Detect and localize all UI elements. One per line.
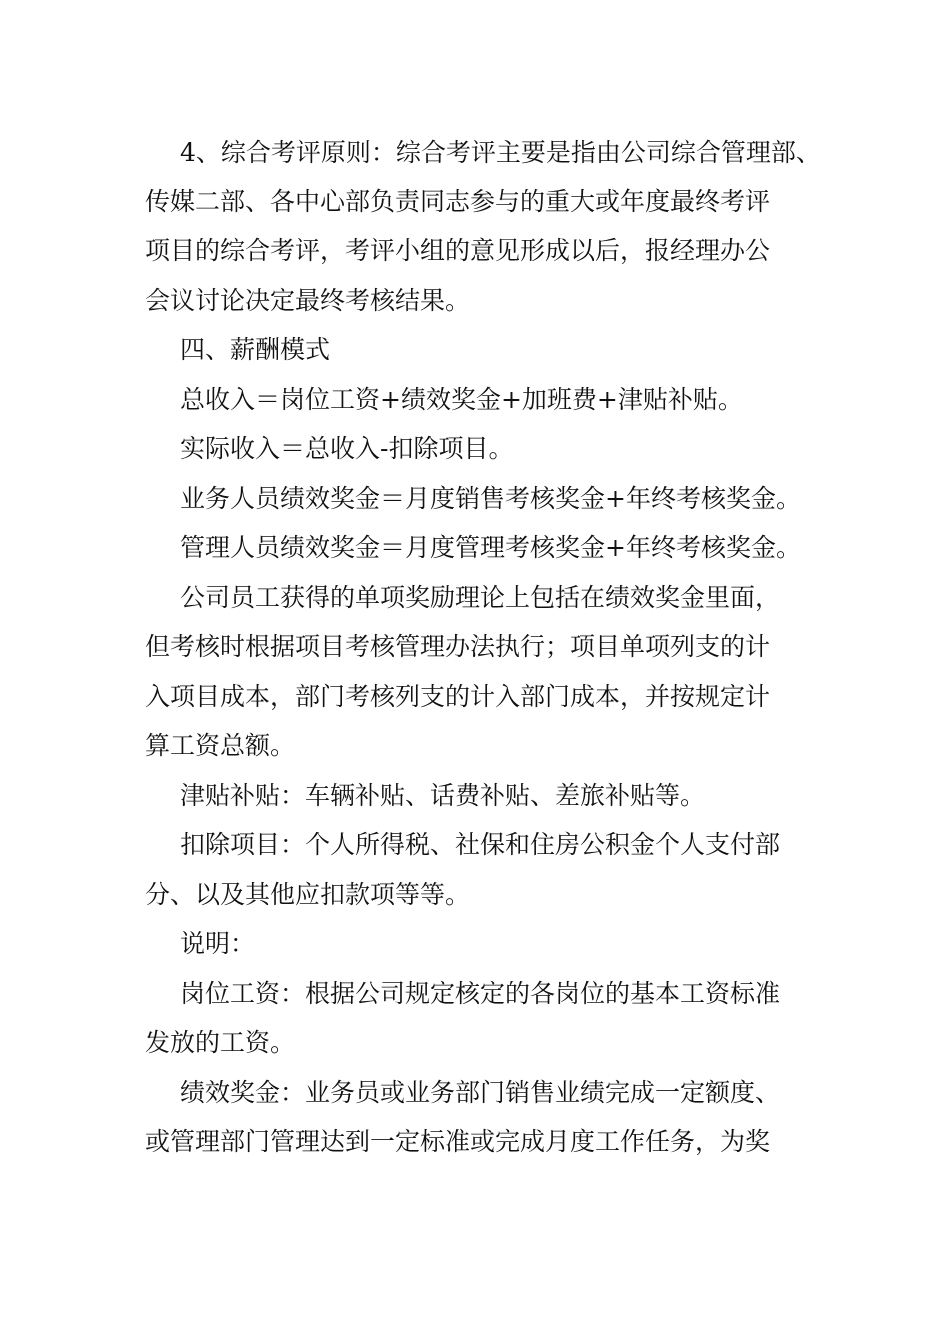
paragraph-line: 或管理部门管理达到一定标准或完成月度工作任务，为奖 [145,1127,771,1156]
paragraph-line: 津贴补贴：车辆补贴、话费补贴、差旅补贴等。 [180,781,706,810]
paragraph-line: 但考核时根据项目考核管理办法执行；项目单项列支的计 [145,632,771,661]
paragraph-line: 分、以及其他应扣款项等等。 [145,880,471,909]
paragraph-line: 发放的工资。 [145,1028,296,1057]
paragraph-line: 传媒二部、各中心部负责同志参与的重大或年度最终考评 [145,187,771,216]
paragraph-line: 会议讨论决定最终考核结果。 [145,286,471,315]
section-heading: 四、薪酬模式 [180,335,331,364]
paragraph-line: 总收入＝岗位工资+绩效奖金+加班费+津贴补贴。 [180,385,743,414]
paragraph-line: 实际收入＝总收入-扣除项目。 [180,434,514,463]
paragraph-line: 项目的综合考评，考评小组的意见形成以后，报经理办公 [145,236,771,265]
paragraph-line: 算工资总额。 [145,731,296,760]
paragraph-line: 业务人员绩效奖金＝月度销售考核奖金+年终考核奖金。 [180,484,801,513]
paragraph-line: 公司员工获得的单项奖励理论上包括在绩效奖金里面， [180,583,781,612]
paragraph-line: 管理人员绩效奖金＝月度管理考核奖金+年终考核奖金。 [180,533,801,562]
paragraph-line: 入项目成本，部门考核列支的计入部门成本，并按规定计 [145,682,771,711]
paragraph-line: 绩效奖金：业务员或业务部门销售业绩完成一定额度、 [180,1078,781,1107]
paragraph-line: 4、综合考评原则：综合考评主要是指由公司综合管理部、 [180,138,821,167]
paragraph-line: 扣除项目：个人所得税、社保和住房公积金个人支付部 [180,830,781,859]
paragraph-line: 岗位工资：根据公司规定核定的各岗位的基本工资标准 [180,979,781,1008]
paragraph-line: 说明： [180,929,256,958]
